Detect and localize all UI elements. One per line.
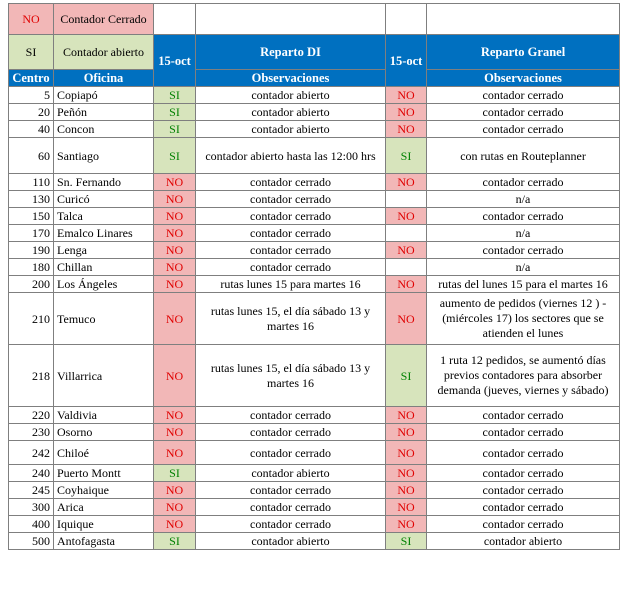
centro-cell: 500 bbox=[9, 533, 54, 550]
reparto-granel-status: NO bbox=[386, 482, 427, 499]
table-row bbox=[9, 441, 620, 465]
reparto-granel-status bbox=[386, 259, 427, 276]
table-row bbox=[9, 242, 620, 259]
reparto-di-status: NO bbox=[154, 424, 196, 441]
reparto-di-status: NO bbox=[154, 516, 196, 533]
centro-cell: 20 bbox=[9, 104, 54, 121]
reparto-di-status: SI bbox=[154, 533, 196, 550]
observaciones-granel-cell: contador cerrado bbox=[427, 482, 620, 499]
reparto-granel-status: NO bbox=[386, 293, 427, 345]
reparto-granel-status: SI bbox=[386, 138, 427, 174]
header-observaciones-di: Observaciones bbox=[196, 70, 386, 87]
observaciones-di-cell: contador abierto bbox=[196, 465, 386, 482]
legend-no-value: NO bbox=[9, 4, 54, 35]
reparto-di-status: NO bbox=[154, 174, 196, 191]
reparto-di-status: NO bbox=[154, 293, 196, 345]
centro-cell: 245 bbox=[9, 482, 54, 499]
oficina-cell: Lenga bbox=[54, 242, 154, 259]
reparto-di-status: SI bbox=[154, 121, 196, 138]
oficina-cell: Chillan bbox=[54, 259, 154, 276]
reparto-granel-status: NO bbox=[386, 465, 427, 482]
reparto-di-status: NO bbox=[154, 407, 196, 424]
reparto-granel-status: NO bbox=[386, 424, 427, 441]
centro-cell: 130 bbox=[9, 191, 54, 208]
legend-blank-cell bbox=[386, 4, 427, 35]
reparto-granel-status: SI bbox=[386, 533, 427, 550]
observaciones-granel-cell: contador cerrado bbox=[427, 242, 620, 259]
observaciones-granel-cell: n/a bbox=[427, 191, 620, 208]
header-date-granel: 15-oct bbox=[386, 35, 427, 87]
reparto-granel-status: NO bbox=[386, 208, 427, 225]
reparto-di-status: NO bbox=[154, 441, 196, 465]
reparto-di-status: NO bbox=[154, 499, 196, 516]
centro-cell: 218 bbox=[9, 345, 54, 407]
table-row bbox=[9, 465, 620, 482]
header-observaciones-granel: Observaciones bbox=[427, 70, 620, 87]
oficina-cell: Peñón bbox=[54, 104, 154, 121]
oficina-cell: Los Ángeles bbox=[54, 276, 154, 293]
oficina-cell: Arica bbox=[54, 499, 154, 516]
table-row bbox=[9, 138, 620, 174]
observaciones-granel-cell: contador cerrado bbox=[427, 87, 620, 104]
reparto-granel-status bbox=[386, 191, 427, 208]
reparto-di-status: SI bbox=[154, 104, 196, 121]
observaciones-di-cell: contador abierto hasta las 12:00 hrs bbox=[196, 138, 386, 174]
reparto-di-status: NO bbox=[154, 208, 196, 225]
oficina-cell: Talca bbox=[54, 208, 154, 225]
table-row bbox=[9, 174, 620, 191]
observaciones-di-cell: contador abierto bbox=[196, 533, 386, 550]
reparto-granel-status: NO bbox=[386, 174, 427, 191]
observaciones-granel-cell: contador cerrado bbox=[427, 208, 620, 225]
table-row bbox=[9, 516, 620, 533]
observaciones-granel-cell: contador abierto bbox=[427, 533, 620, 550]
observaciones-di-cell: contador cerrado bbox=[196, 482, 386, 499]
header-oficina: Oficina bbox=[54, 70, 154, 87]
reparto-di-status: NO bbox=[154, 225, 196, 242]
observaciones-granel-cell: contador cerrado bbox=[427, 407, 620, 424]
legend-si-value: SI bbox=[9, 35, 54, 70]
oficina-cell: Antofagasta bbox=[54, 533, 154, 550]
oficina-cell: Temuco bbox=[54, 293, 154, 345]
centro-cell: 300 bbox=[9, 499, 54, 516]
centro-cell: 240 bbox=[9, 465, 54, 482]
reparto-granel-status: NO bbox=[386, 499, 427, 516]
reparto-di-status: NO bbox=[154, 242, 196, 259]
table-row bbox=[9, 499, 620, 516]
table-row bbox=[9, 533, 620, 550]
table-body bbox=[9, 87, 620, 550]
header-reparto-di: Reparto DI bbox=[196, 35, 386, 70]
observaciones-granel-cell: contador cerrado bbox=[427, 424, 620, 441]
observaciones-di-cell: contador cerrado bbox=[196, 225, 386, 242]
table-row bbox=[9, 276, 620, 293]
observaciones-di-cell: contador abierto bbox=[196, 104, 386, 121]
reparto-di-status: NO bbox=[154, 259, 196, 276]
observaciones-di-cell: contador cerrado bbox=[196, 208, 386, 225]
observaciones-granel-cell: contador cerrado bbox=[427, 121, 620, 138]
observaciones-granel-cell: contador cerrado bbox=[427, 174, 620, 191]
centro-cell: 230 bbox=[9, 424, 54, 441]
reparto-granel-status: NO bbox=[386, 242, 427, 259]
centro-cell: 110 bbox=[9, 174, 54, 191]
reparto-di-status: SI bbox=[154, 465, 196, 482]
centro-cell: 5 bbox=[9, 87, 54, 104]
table-row bbox=[9, 482, 620, 499]
reparto-di-status: NO bbox=[154, 191, 196, 208]
reparto-granel-status: NO bbox=[386, 516, 427, 533]
table-row bbox=[9, 424, 620, 441]
observaciones-di-cell: contador cerrado bbox=[196, 499, 386, 516]
oficina-cell: Sn. Fernando bbox=[54, 174, 154, 191]
oficina-cell: Chiloé bbox=[54, 441, 154, 465]
table-row bbox=[9, 293, 620, 345]
observaciones-di-cell: rutas lunes 15 para martes 16 bbox=[196, 276, 386, 293]
legend-blank-cell bbox=[427, 4, 620, 35]
observaciones-granel-cell: rutas del lunes 15 para el martes 16 bbox=[427, 276, 620, 293]
header-date-di: 15-oct bbox=[154, 35, 196, 87]
reparto-granel-status: SI bbox=[386, 345, 427, 407]
centro-cell: 40 bbox=[9, 121, 54, 138]
observaciones-di-cell: contador cerrado bbox=[196, 407, 386, 424]
reparto-di-status: SI bbox=[154, 87, 196, 104]
oficina-cell: Copiapó bbox=[54, 87, 154, 104]
oficina-cell: Iquique bbox=[54, 516, 154, 533]
centro-cell: 150 bbox=[9, 208, 54, 225]
observaciones-di-cell: contador cerrado bbox=[196, 242, 386, 259]
observaciones-granel-cell: contador cerrado bbox=[427, 516, 620, 533]
table-row bbox=[9, 191, 620, 208]
observaciones-di-cell: rutas lunes 15, el día sábado 13 y martes 16 bbox=[196, 293, 386, 345]
centro-cell: 220 bbox=[9, 407, 54, 424]
observaciones-granel-cell: contador cerrado bbox=[427, 441, 620, 465]
reparto-di-status: NO bbox=[154, 345, 196, 407]
observaciones-di-cell: contador abierto bbox=[196, 121, 386, 138]
observaciones-granel-cell: n/a bbox=[427, 259, 620, 276]
centro-cell: 400 bbox=[9, 516, 54, 533]
observaciones-di-cell: contador cerrado bbox=[196, 441, 386, 465]
table-row bbox=[9, 208, 620, 225]
observaciones-granel-cell: con rutas en Routeplanner bbox=[427, 138, 620, 174]
header-reparto-granel: Reparto Granel bbox=[427, 35, 620, 70]
legend-si-label: Contador abierto bbox=[54, 35, 154, 70]
oficina-cell: Puerto Montt bbox=[54, 465, 154, 482]
table-row bbox=[9, 259, 620, 276]
header-centro: Centro bbox=[9, 70, 54, 87]
centro-cell: 210 bbox=[9, 293, 54, 345]
oficina-cell: Concon bbox=[54, 121, 154, 138]
reparto-granel-status: NO bbox=[386, 407, 427, 424]
observaciones-granel-cell: aumento de pedidos (viernes 12 ) - (miércoles 17) los sectores que se atienden el lunes bbox=[427, 293, 620, 345]
oficina-cell: Emalco Linares bbox=[54, 225, 154, 242]
observaciones-di-cell: contador cerrado bbox=[196, 259, 386, 276]
observaciones-di-cell: contador cerrado bbox=[196, 174, 386, 191]
oficina-cell: Osorno bbox=[54, 424, 154, 441]
reparto-di-status: NO bbox=[154, 276, 196, 293]
table-row bbox=[9, 104, 620, 121]
centro-cell: 60 bbox=[9, 138, 54, 174]
reparto-granel-status: NO bbox=[386, 276, 427, 293]
observaciones-di-cell: contador cerrado bbox=[196, 516, 386, 533]
observaciones-di-cell: contador cerrado bbox=[196, 424, 386, 441]
reparto-granel-status bbox=[386, 225, 427, 242]
observaciones-di-cell: rutas lunes 15, el día sábado 13 y martes 16 bbox=[196, 345, 386, 407]
centro-cell: 242 bbox=[9, 441, 54, 465]
reparto-di-status: NO bbox=[154, 482, 196, 499]
centro-cell: 170 bbox=[9, 225, 54, 242]
reparto-granel-status: NO bbox=[386, 87, 427, 104]
reparto-granel-status: NO bbox=[386, 441, 427, 465]
observaciones-granel-cell: contador cerrado bbox=[427, 104, 620, 121]
table-row bbox=[9, 225, 620, 242]
oficina-cell: Coyhaique bbox=[54, 482, 154, 499]
oficina-cell: Valdivia bbox=[54, 407, 154, 424]
table-row bbox=[9, 121, 620, 138]
legend-blank-cell bbox=[196, 4, 386, 35]
oficina-cell: Santiago bbox=[54, 138, 154, 174]
observaciones-granel-cell: contador cerrado bbox=[427, 465, 620, 482]
observaciones-granel-cell: n/a bbox=[427, 225, 620, 242]
observaciones-di-cell: contador abierto bbox=[196, 87, 386, 104]
legend-blank-cell bbox=[154, 4, 196, 35]
oficina-cell: Curicó bbox=[54, 191, 154, 208]
oficina-cell: Villarrica bbox=[54, 345, 154, 407]
table-row bbox=[9, 407, 620, 424]
centro-cell: 190 bbox=[9, 242, 54, 259]
legend-no-label: Contador Cerrado bbox=[54, 4, 154, 35]
reparto-granel-status: NO bbox=[386, 121, 427, 138]
centro-cell: 180 bbox=[9, 259, 54, 276]
reparto-table bbox=[8, 3, 620, 550]
reparto-di-status: SI bbox=[154, 138, 196, 174]
reparto-granel-status: NO bbox=[386, 104, 427, 121]
observaciones-granel-cell: contador cerrado bbox=[427, 499, 620, 516]
observaciones-di-cell: contador cerrado bbox=[196, 191, 386, 208]
table-row bbox=[9, 345, 620, 407]
table-row bbox=[9, 87, 620, 104]
centro-cell: 200 bbox=[9, 276, 54, 293]
observaciones-granel-cell: 1 ruta 12 pedidos, se aumentó días previos contadores para absorber demanda (jueves, viernes y sábado) bbox=[427, 345, 620, 407]
